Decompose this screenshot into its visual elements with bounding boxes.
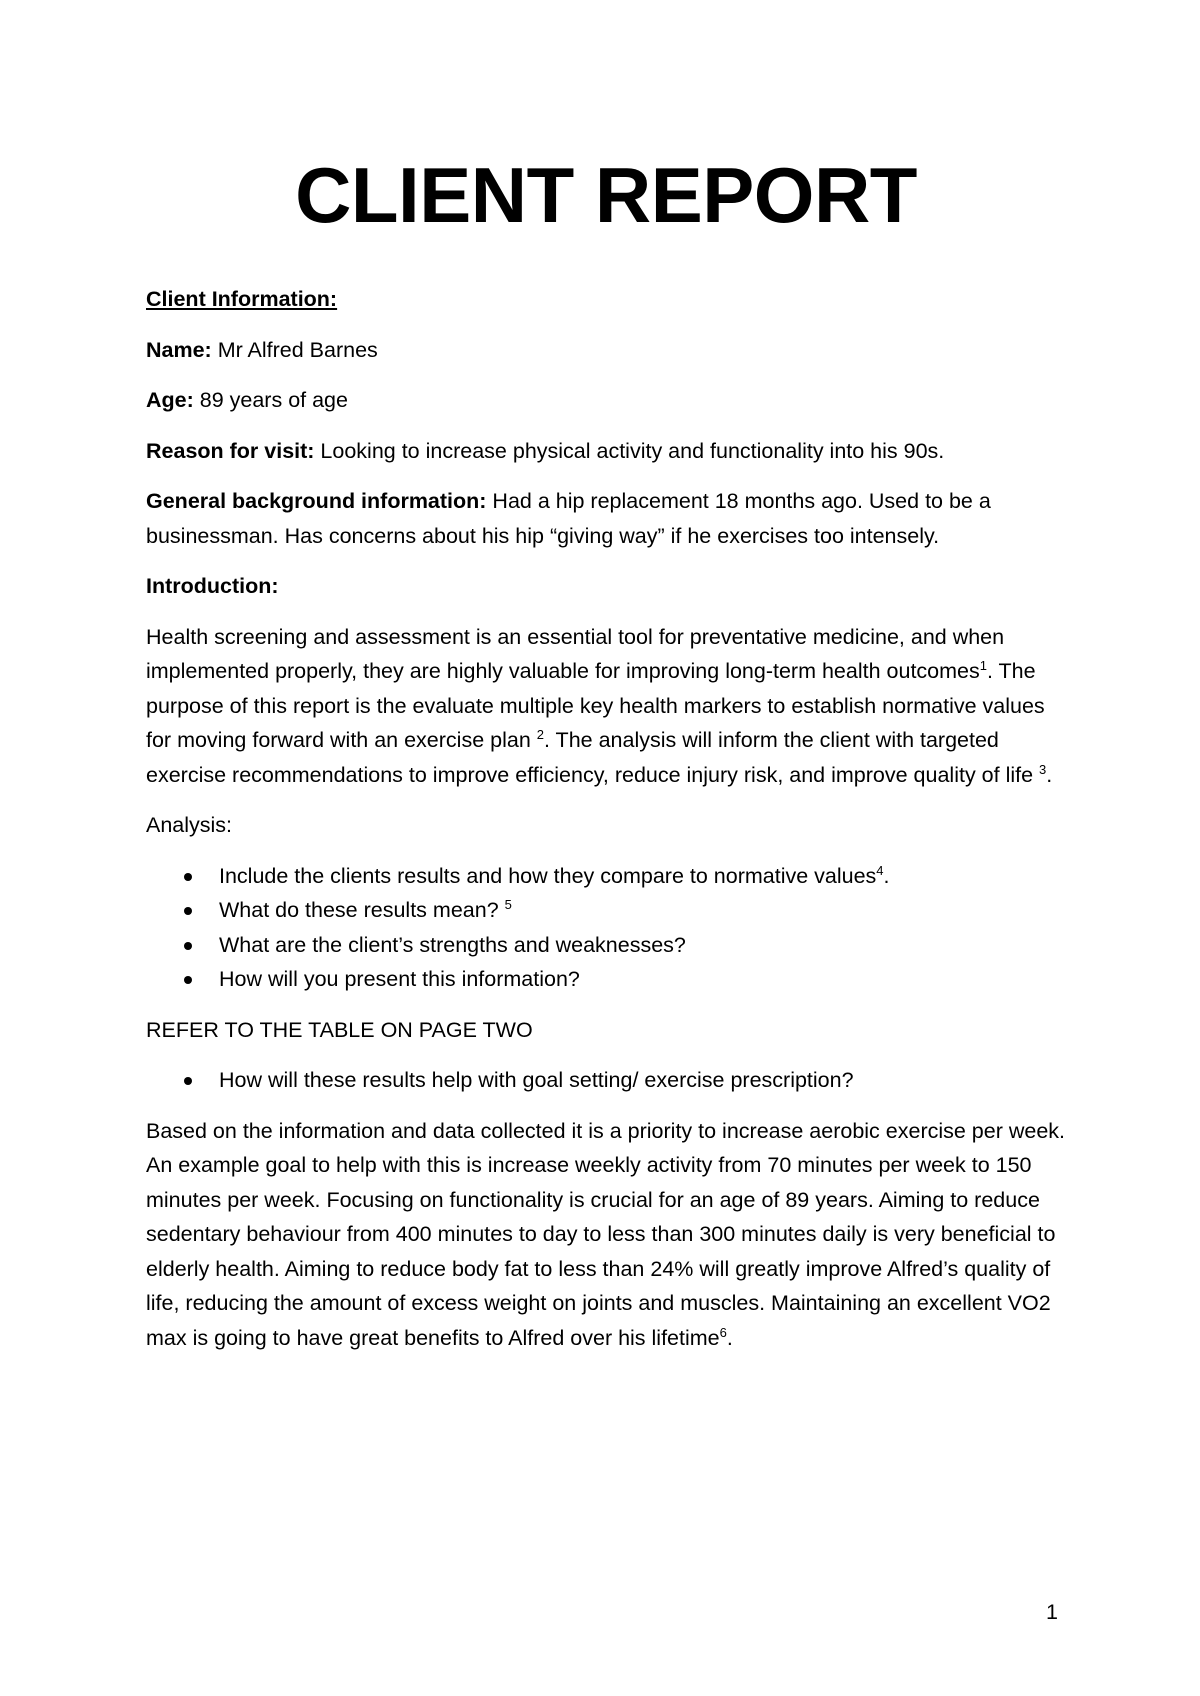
intro-footnote-1: 1 <box>979 657 987 673</box>
introduction-heading-text: Introduction: <box>146 574 279 598</box>
list-item <box>219 1063 1066 1098</box>
background-value: Had a hip replacement 18 months ago. Used to be a businessman. Has concerns about his hip “giving way” if he exercises too intensely. <box>146 489 991 548</box>
conclusion-text: Based on the information and data collected it is a priority to increase aerobic exercise per week. An example goal to help with this is increase weekly activity from 70 minutes per week to 150 minutes per week. Focusing on functionality is crucial for an age of 89 years. Aiming to reduce sedentary behaviour from 400 minutes to day to less than 300 minutes daily is very beneficial to elderly health. Aiming to reduce body fat to less than 24% will greatly improve Alfred’s quality of life, reducing the amount of excess weight on joints and muscles. Maintaining an excellent VO2 max is going to have great benefits to Alfred over his lifetime <box>146 1118 1066 1350</box>
goal-item-text: How will these results help with goal setting/ exercise prescription? <box>219 1068 854 1092</box>
name-value: Mr Alfred Barnes <box>211 337 378 362</box>
name-label: Name: <box>146 337 212 362</box>
intro-text-2: . The purpose of this report is the evaluate multiple key health markers to establish normative values for moving forward with an exercise plan <box>146 659 1045 752</box>
document-content <box>146 150 1066 1371</box>
analysis-item-text: What do these results mean? <box>219 898 505 922</box>
document-title: CLIENT REPORT <box>295 151 917 239</box>
goal-list <box>146 1063 1066 1098</box>
intro-footnote-3: 3 <box>1039 761 1047 777</box>
analysis-footnote: 4 <box>876 862 884 878</box>
analysis-item-suffix: . <box>883 863 890 888</box>
refer-line: REFER TO THE TABLE ON PAGE TWO <box>146 1017 533 1042</box>
intro-text-4: . <box>1046 762 1053 787</box>
background-label: General background information: <box>146 489 487 513</box>
reason-line <box>146 434 1066 469</box>
intro-text-1: Health screening and assessment is an essential tool for preventative medicine, and when implemented properly, they are highly valuable for improving long-term health outcomes <box>146 624 1005 683</box>
client-info-heading <box>146 282 1066 317</box>
list-item <box>219 962 1066 997</box>
analysis-list <box>146 859 1066 997</box>
list-item <box>219 893 1066 928</box>
age-label: Age: <box>146 388 194 412</box>
analysis-item-text: How will you present this information? <box>219 967 580 991</box>
analysis-item-text: What are the client’s strengths and weaknesses? <box>219 932 686 957</box>
list-item <box>219 859 1066 894</box>
analysis-item-text: Include the clients results and how they compare to normative values <box>219 863 877 888</box>
intro-footnote-2: 2 <box>536 726 544 742</box>
conclusion-footnote: 6 <box>719 1324 727 1340</box>
client-info-heading-text: Client Information: <box>146 287 338 311</box>
conclusion-suffix: . <box>726 1325 733 1350</box>
client-age-line <box>146 383 1066 418</box>
analysis-heading: Analysis: <box>146 813 233 837</box>
introduction-paragraph <box>146 620 1066 793</box>
conclusion-paragraph <box>146 1114 1066 1356</box>
introduction-heading <box>146 569 1066 604</box>
analysis-footnote: 5 <box>504 896 512 912</box>
intro-text-3: . The analysis will inform the client with targeted exercise recommendations to improve efficiency, reduce injury risk, and improve quality of life <box>146 728 1040 787</box>
client-name-line <box>146 333 1066 368</box>
reason-label: Reason for visit: <box>146 438 315 463</box>
page-number: 1 <box>1046 1600 1058 1624</box>
reason-value: Looking to increase physical activity and functionality into his 90s. <box>314 438 945 463</box>
background-line <box>146 484 1066 553</box>
age-value: 89 years of age <box>193 388 348 412</box>
list-item <box>219 928 1066 963</box>
